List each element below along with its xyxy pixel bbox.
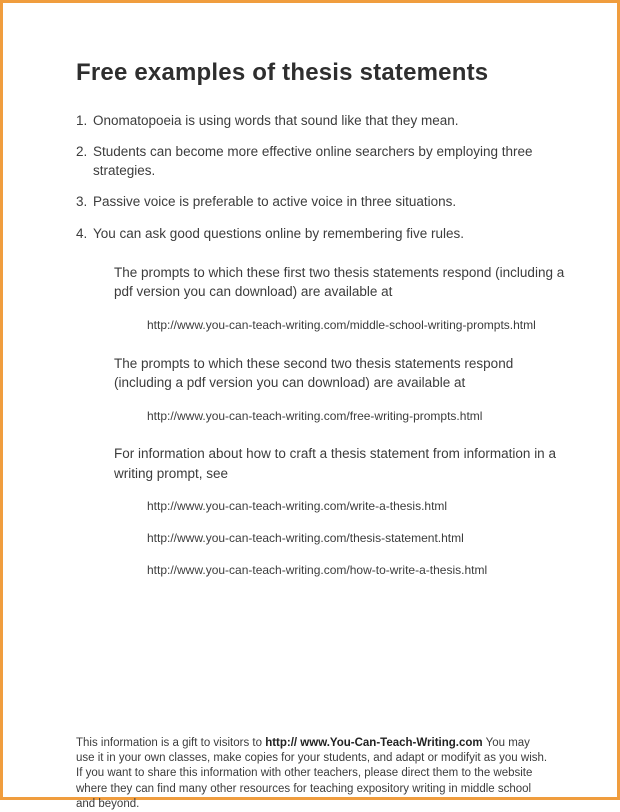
list-item-text: Students can become more effective online searchers by employing three strategies.: [93, 144, 533, 179]
prompts-section-first-two: [76, 263, 572, 334]
footer-text-lead: This information is a gift to visitors to: [76, 737, 266, 750]
list-item-text: Onomatopoeia is using words that sound like that they mean.: [93, 113, 459, 128]
list-item-number: 3.: [76, 194, 88, 210]
section-url: http://www.you-can-teach-writing.com/thesis-statement.html: [147, 530, 464, 545]
list-item-text: You can ask good questions online by remembering five rules.: [93, 225, 464, 241]
footer-text-body: You may use it in your own classes, make copies for your students, and adapt or modifyit as you wish. If you want to share this information with other teachers, please direct them to the website where they can find many other resources for teaching expository writing in middle school and beyond.: [76, 737, 548, 810]
list-item: [76, 224, 554, 243]
section-paragraph: For information about how to craft a thesis statement from information in a writing prompt, see: [114, 446, 556, 481]
list-item: [76, 111, 554, 130]
footer-site-url: http:// www.You-Can-Teach-Writing.com: [265, 737, 483, 750]
list-item-number: 4.: [76, 225, 88, 241]
section-url: http://www.you-can-teach-writing.com/free-writing-prompts.html: [147, 408, 483, 423]
craft-thesis-section: [76, 444, 572, 578]
section-url: http://www.you-can-teach-writing.com/how-to-write-a-thesis.html: [147, 562, 488, 577]
list-item-text: Passive voice is preferable to active voice in three situations.: [93, 194, 457, 210]
prompts-section-second-two: [76, 354, 572, 425]
footer-note: [76, 736, 551, 812]
section-url: http://www.you-can-teach-writing.com/middle-school-writing-prompts.html: [147, 317, 536, 332]
page-title: Free examples of thesis statements: [76, 59, 489, 86]
list-item-number: 1.: [76, 113, 88, 128]
section-paragraph: The prompts to which these second two thesis statements respond (including a pdf version you can download) are available at: [114, 355, 514, 391]
thesis-statement-list: [76, 111, 572, 243]
section-paragraph: The prompts to which these first two thesis statements respond (including a pdf version you can download) are available at: [114, 264, 565, 300]
document-page: [3, 3, 617, 812]
section-url: http://www.you-can-teach-writing.com/write-a-thesis.html: [147, 499, 448, 514]
list-item: [76, 142, 554, 180]
list-item: [76, 192, 554, 211]
list-item-number: 2.: [76, 144, 88, 160]
